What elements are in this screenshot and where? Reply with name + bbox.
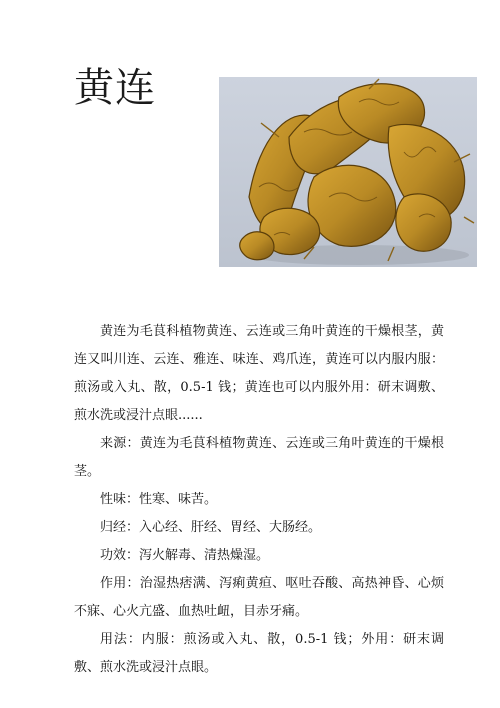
intro-paragraph: 黄连为毛茛科植物黄连、云连或三角叶黄连的干燥根茎，黄连又叫川连、云连、雅连、味连、鸡爪连，黄连可以内服内服：煎汤或入丸、散，0.5-1 钱；黄连也可以内服外用：研末调敷、煎水洗或浸汁点眼...... [74, 324, 444, 423]
indications-paragraph: 作用：治湿热痞满、泻痢黄疸、呕吐吞酸、高热神昏、心烦不寐、心火亢盛、血热吐衄，目赤牙痛。 [74, 576, 444, 619]
nature-taste-paragraph: 性味：性寒、味苦。 [100, 492, 218, 507]
meridian-paragraph: 归经：入心经、肝经、胃经、大肠经。 [100, 520, 322, 535]
article-body [74, 318, 444, 682]
page-title: 黄连 [74, 65, 156, 111]
source-paragraph: 来源：黄连为毛茛科植物黄连、云连或三角叶黄连的干燥根茎。 [74, 436, 444, 479]
efficacy-paragraph: 功效：泻火解毒、清热燥湿。 [100, 548, 270, 563]
usage-paragraph: 用法：内服：煎汤或入丸、散，0.5-1 钱；外用：研末调敷、煎水洗或浸汁点眼。 [74, 632, 444, 675]
herb-photo [219, 77, 477, 267]
